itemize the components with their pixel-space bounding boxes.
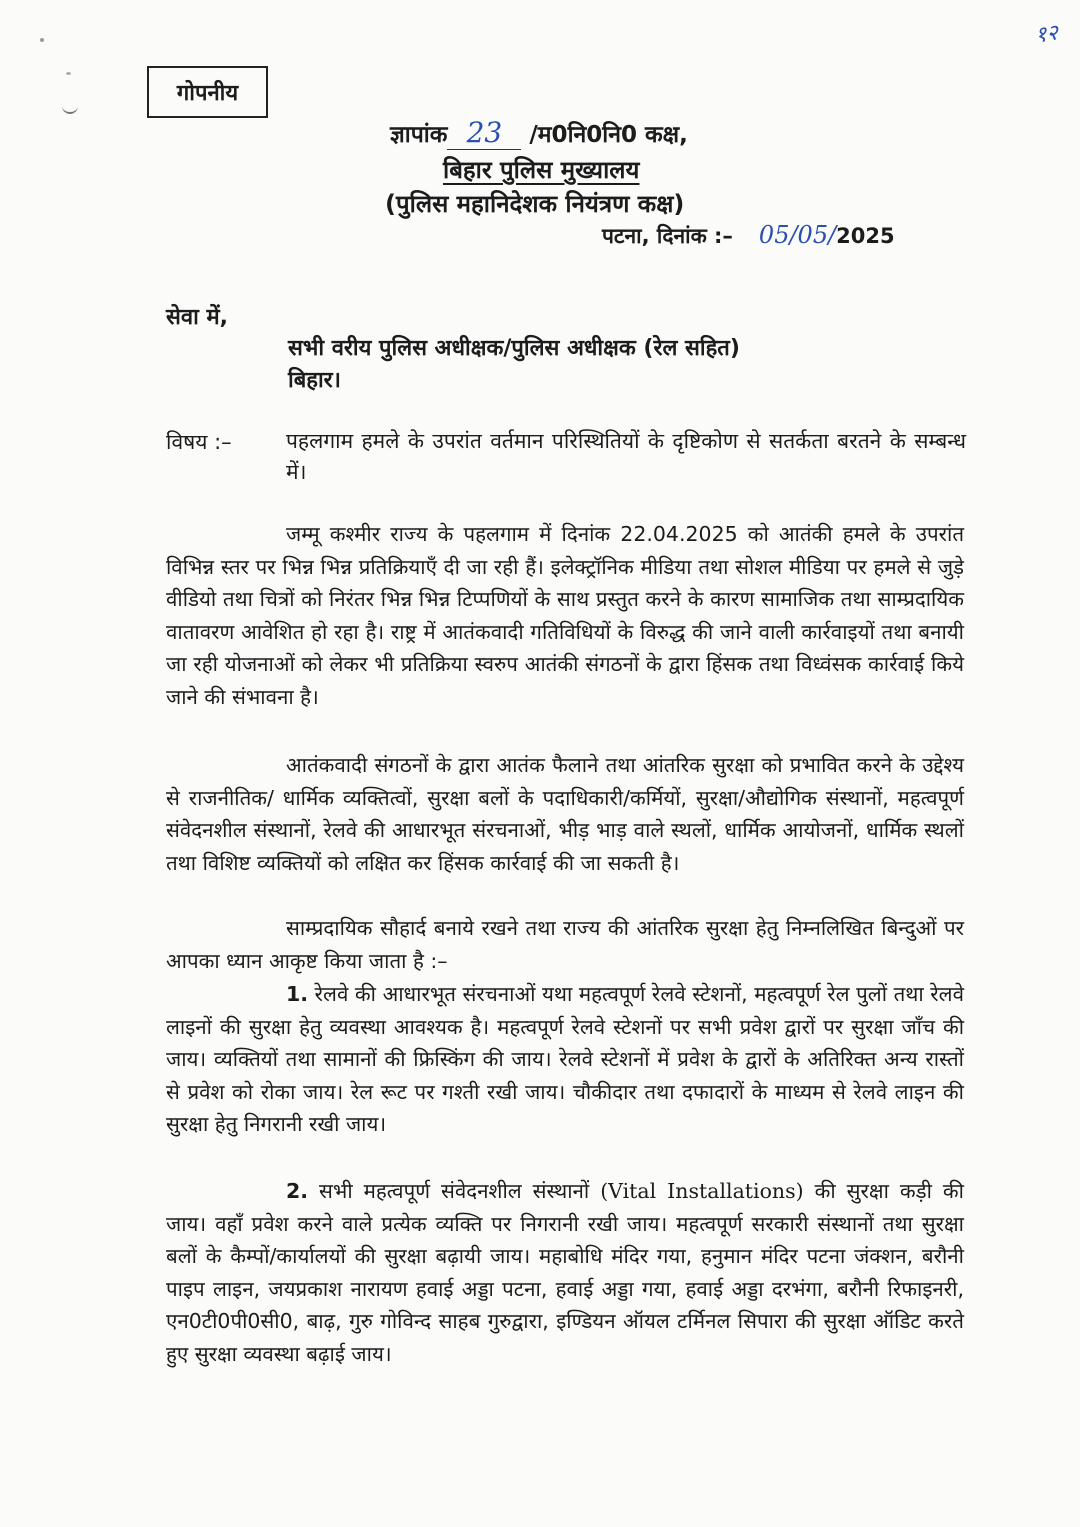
office-subtitle: (पुलिस महानिदेशक नियंत्रण कक्ष)	[385, 190, 685, 218]
body-paragraph-2: आतंकवादी संगठनों के द्वारा आतंक फैलाने तथा आंतरिक सुरक्षा को प्रभावित करने के उद्देश्य से राजनीतिक/ धार्मिक व्यक्तित्वों, सुरक्षा बलों के पदाधिकारी/कर्मियों, सुरक्षा/औद्योगिक संस्थानों, महत्वपूर्ण संवेदनशील संस्थानों, रेलवे की आधारभूत संरचनाओं, भीड़ भाड़ वाले स्थलों, धार्मिक आयोजनों, धार्मिक स्थलों तथा विशिष्ट व्यक्तियों को लक्षित कर हिंसक कार्रवाई की जा सकती है।	[166, 753, 964, 875]
confidential-label: गोपनीय	[176, 81, 239, 106]
scan-speck	[40, 38, 44, 42]
confidential-stamp	[147, 66, 268, 118]
point-2	[166, 1175, 964, 1371]
memo-number-line	[390, 116, 688, 150]
memo-number-handwritten: 23	[447, 116, 521, 150]
recipient-state: बिहार।	[288, 368, 341, 393]
memo-suffix: /म0नि0नि0 कक्ष,	[529, 122, 688, 148]
point-2-text-b: की सुरक्षा कड़ी की जाय। वहाँ प्रवेश करने वाले प्रत्येक व्यक्ति पर निगरानी रखी जाय। महत्वपूर्ण सरकारी संस्थानों तथा सुरक्षा बलों के कैम्पों/कार्यालयों की सुरक्षा बढ़ायी जाय। महाबोधि मंदिर गया, हनुमान मंदिर पटना जंक्शन, बरौनी पाइप लाइन, जयप्रकाश नारायण हवाई अड्डा पटना, हवाई अड्डा गया, हवाई अड्डा दरभंगा, बरौनी रिफाइनरी, एन0टी0पी0सी0, बाढ़, गुरु गोविन्द साहब गुरुद्वारा, इण्डियन ऑयल टर्मिनल सिपारा की सुरक्षा ऑडिट करते हुए सुरक्षा व्यवस्था बढ़ाई जाय।	[166, 1179, 964, 1366]
recipient-addressee: सभी वरीय पुलिस अधीक्षक/पुलिस अधीक्षक (रेल सहित)	[288, 336, 740, 361]
handwritten-page-number: १२	[1033, 20, 1060, 49]
point-2-text-a: सभी महत्वपूर्ण संवेदनशील संस्थानों	[319, 1179, 590, 1203]
subject-text: पहलगाम हमले के उपरांत वर्तमान परिस्थितियों के दृष्टिकोण से सतर्कता बरतने के सम्बन्ध में।	[286, 429, 966, 484]
date-line	[602, 221, 895, 250]
subject-label: विषय :–	[166, 430, 232, 454]
body-paragraph-3: साम्प्रदायिक सौहार्द बनाये रखने तथा राज्य की आंतरिक सुरक्षा हेतु निम्नलिखित बिन्दुओं पर आपका ध्यान आकृष्ट किया जाता है :–	[166, 916, 964, 973]
recipient-label: सेवा में,	[166, 305, 228, 330]
memo-prefix: ज्ञापांक	[390, 122, 448, 148]
office-name: बिहार पुलिस मुख्यालय	[443, 156, 640, 184]
date-label: पटना, दिनांक :–	[602, 224, 733, 248]
point-2-latin-term: (Vital Installations)	[600, 1179, 804, 1203]
date-handwritten: 05/05/	[758, 221, 837, 249]
point-1-number: 1.	[286, 982, 309, 1006]
punch-hole-mark	[62, 100, 78, 114]
date-year: 2025	[836, 224, 895, 248]
point-1	[166, 978, 964, 1141]
point-2-number: 2.	[286, 1179, 309, 1203]
body-paragraph-1: जम्मू कश्मीर राज्य के पहलगाम में दिनांक 22.04.2025 को आतंकी हमले के उपरांत विभिन्न स्तर पर भिन्न भिन्न प्रतिक्रियाएँ दी जा रही हैं। इलेक्ट्रॉनिक मीडिया तथा सोशल मीडिया पर हमले से जुड़े वीडियो तथा चित्रों को निरंतर भिन्न भिन्न टिप्पणियों के साथ प्रस्तुत करने के कारण सामाजिक तथा साम्प्रदायिक वातावरण आवेशित हो रहा है। राष्ट्र में आतंकवादी गतिविधियों के विरुद्ध की जाने वाली कार्रवाइयों तथा बनायी जा रही योजनाओं को लेकर भी प्रतिक्रिया स्वरुप आतंकी संगठनों के द्वारा हिंसक तथा विध्वंसक कार्रवाई किये जाने की संभावना है।	[166, 522, 964, 709]
scan-speck	[66, 72, 71, 75]
point-1-text: रेलवे की आधारभूत संरचनाओं यथा महत्वपूर्ण रेलवे स्टेशनों, महत्वपूर्ण रेल पुलों तथा रेलवे लाइनों की सुरक्षा हेतु व्यवस्था आवश्यक है। महत्वपूर्ण रेलवे स्टेशनों पर सभी प्रवेश द्वारों पर सुरक्षा जाँच की जाय। व्यक्तियों तथा सामानों की फ्रिस्किंग की जाय। रेलवे स्टेशनों में प्रवेश के द्वारों के अतिरिक्त अन्य रास्तों से प्रवेश को रोका जाय। रेल रूट पर गश्ती रखी जाय। चौकीदार तथा दफादारों के माध्यम से रेलवे लाइन की सुरक्षा हेतु निगरानी रखी जाय।	[166, 982, 964, 1137]
